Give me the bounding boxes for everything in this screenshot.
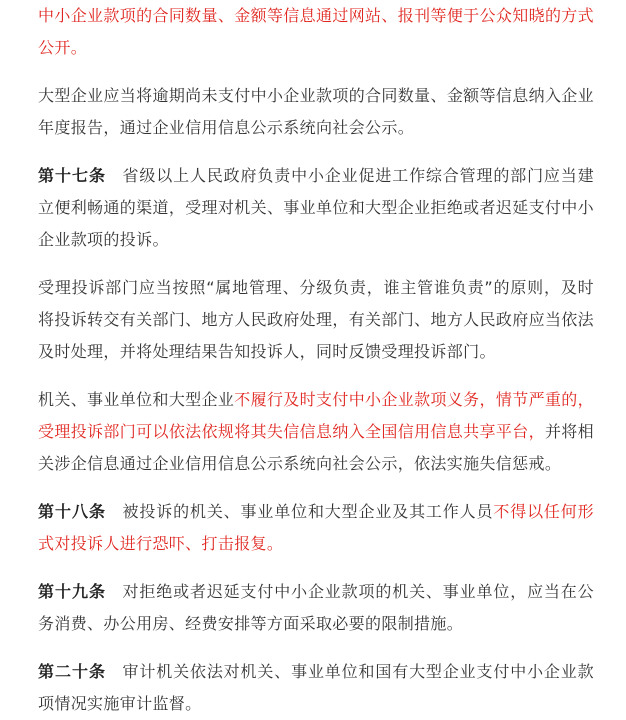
paragraph-text: 省级以上人民政府负责中小企业促进工作综合管理的部门应当建立便利畅通的渠道，受理对机关、事业单位和大型企业拒绝或者迟延支付中小企业款项的投诉。: [38, 166, 594, 249]
highlighted-text: 中小企业款项的合同数量、金额等信息通过网站、报刊等便于公众知晓的方式公开。: [38, 6, 594, 57]
article-clause-paragraph: [38, 496, 594, 560]
article-number: 第二十条: [38, 662, 107, 681]
article-clause-paragraph: [38, 656, 594, 720]
article-body: [38, 0, 594, 720]
article-number: 第十七条: [38, 166, 107, 185]
paragraph-text: 对拒绝或者迟延支付中小企业款项的机关、事业单位，应当在公务消费、办公用房、经费安排等方面采取必要的限制措施。: [38, 582, 594, 633]
article-clause-paragraph: [38, 576, 594, 640]
body-paragraph: [38, 384, 594, 480]
paragraph-text: 大型企业应当将逾期尚未支付中小企业款项的合同数量、金额等信息纳入企业年度报告，通过企业信用信息公示系统向社会公示。: [38, 86, 594, 137]
article-number: 第十九条: [38, 582, 107, 601]
article-number: 第十八条: [38, 502, 107, 521]
highlighted-text: 不得以任何形式对投诉人进行恐吓、打击报复。: [38, 502, 594, 553]
highlighted-text: 不履行及时支付中小企业款项义务，情节严重的，受理投诉部门可以依法依规将其失信信息纳入全国信用信息共享平台，: [38, 390, 594, 441]
paragraph-text: 并将相关涉企信息通过企业信用信息公示系统向社会公示，依法实施失信惩戒。: [38, 422, 594, 473]
body-paragraph: [38, 80, 594, 144]
paragraph-text: 被投诉的机关、事业单位和大型企业及其工作人员: [122, 502, 494, 521]
paragraph-text: 审计机关依法对机关、事业单位和国有大型企业支付中小企业款项情况实施审计监督。: [38, 662, 594, 713]
paragraph-text: 受理投诉部门应当按照“属地管理、分级负责，谁主管谁负责”的原则，及时将投诉转交有关部门、地方人民政府处理，有关部门、地方人民政府应当依法及时处理，并将处理结果告知投诉人，同时反馈受理投诉部门。: [38, 278, 594, 361]
body-paragraph: [38, 0, 594, 64]
article-clause-paragraph: [38, 160, 594, 256]
paragraph-text: 机关、事业单位和大型企业: [38, 390, 235, 409]
body-paragraph: [38, 272, 594, 368]
